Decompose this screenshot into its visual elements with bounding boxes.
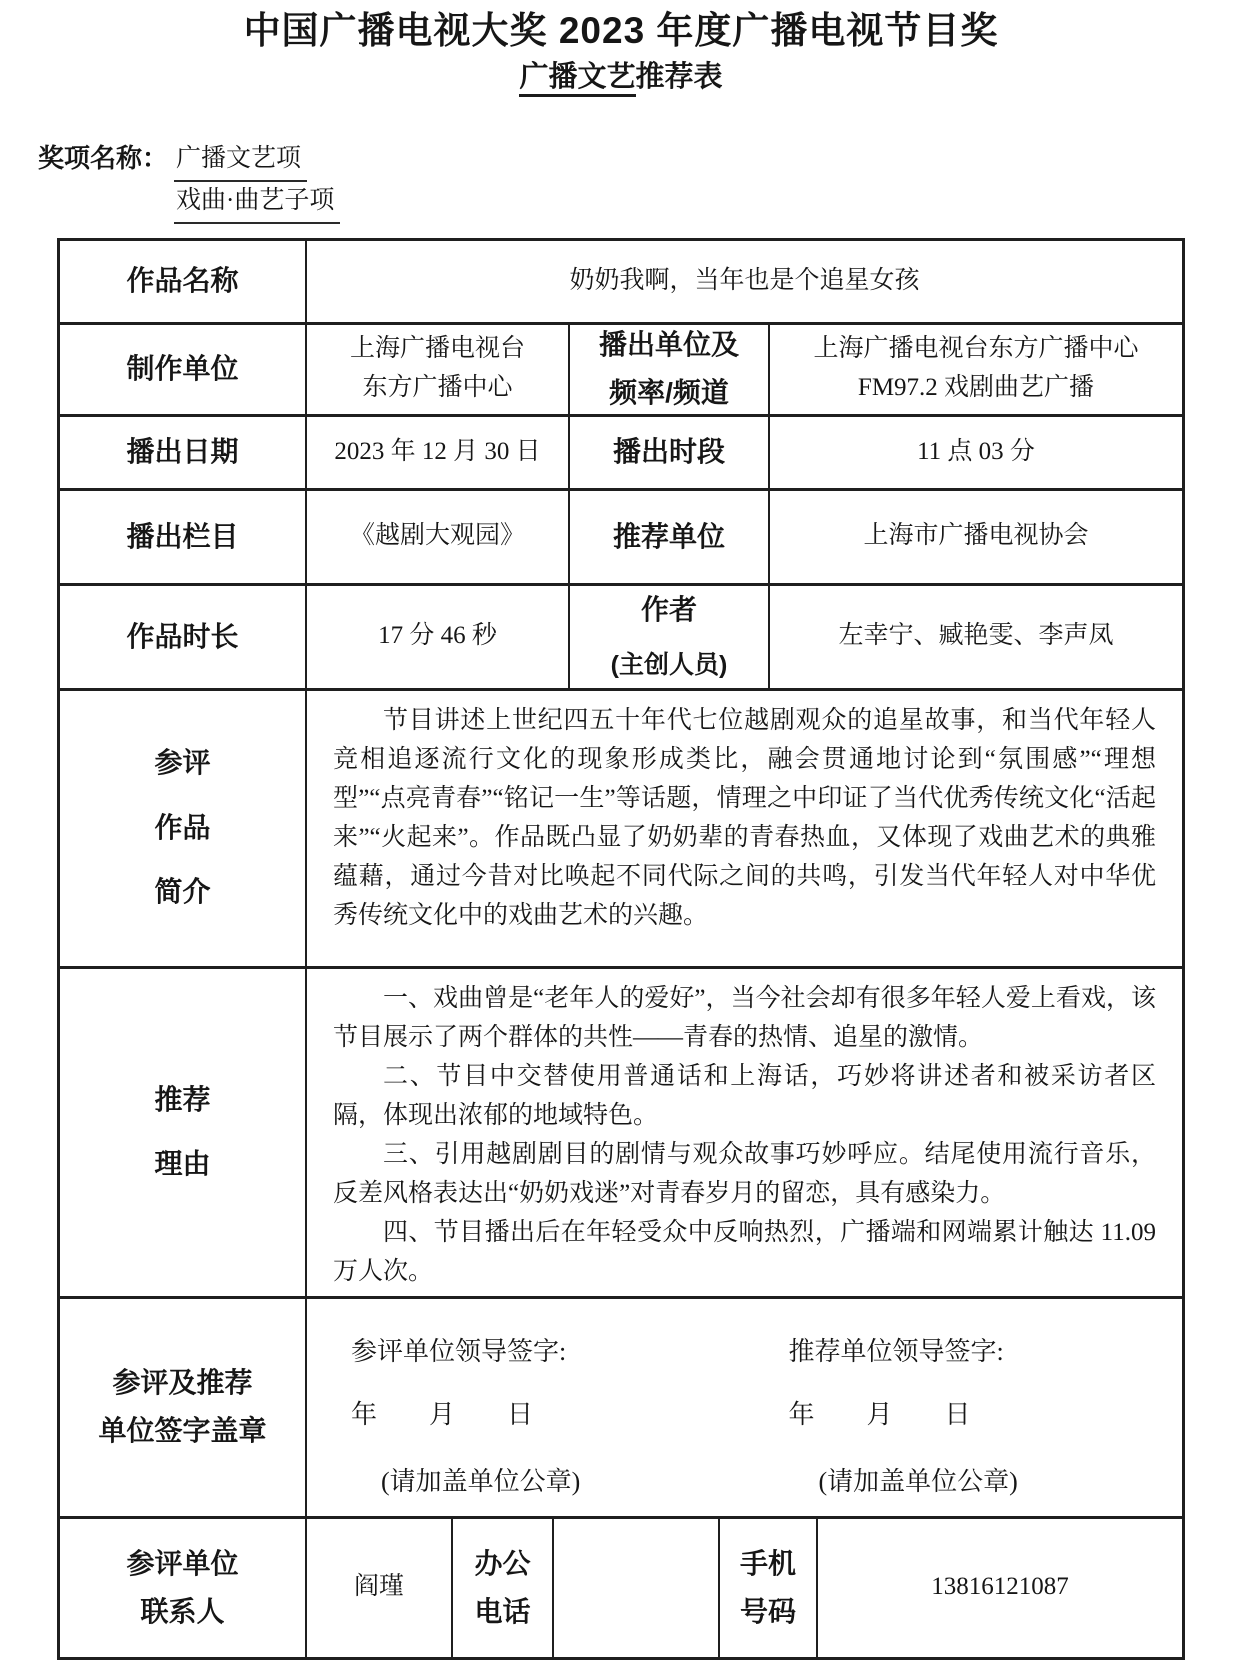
producer-value-line1: 上海广播电视台 (349, 335, 525, 363)
air-date-label: 播出日期 (60, 417, 307, 488)
intro-text-cell (307, 691, 1182, 966)
office-phone-label-line1: 办公 (474, 1547, 531, 1579)
recommender-label: 推荐单位 (570, 491, 770, 583)
subtitle-rest-part: 推荐表 (635, 61, 723, 93)
table-row-air-date (60, 417, 1182, 491)
air-slot-value: 11 点 03 分 (917, 437, 1035, 465)
producer-label: 制作单位 (60, 325, 307, 414)
reason-item-3: 三、引用越剧剧目的剧情与观众故事巧妙呼应。结尾使用流行音乐，反差风格表达出“奶奶戏迷”对青春岁月的留恋，具有感染力。 (333, 1140, 1156, 1207)
recommender-signature-date: 年 月 日 (788, 1399, 971, 1429)
mobile-phone-value: 13816121087 (931, 1573, 1069, 1601)
reason-item-4: 四、节目播出后在年轻受众中反响热烈，广播端和网端累计触达 11.09 万人次。 (333, 1218, 1156, 1285)
entrant-seal-note: (请加盖单位公章) (381, 1466, 581, 1496)
table-row-duration-authors (60, 586, 1182, 691)
reason-item-2: 二、节目中交替使用普通话和上海话，巧妙将讲述者和被采访者区隔，体现出浓郁的地域特色。 (333, 1062, 1156, 1129)
table-row-contact (60, 1519, 1182, 1657)
office-phone-value (554, 1519, 720, 1657)
broadcaster-label-line1: 播出单位及 (598, 329, 739, 361)
duration-value: 17 分 46 秒 (307, 586, 570, 688)
office-phone-label (453, 1519, 554, 1657)
page-title: 中国广播电视大奖 2023 年度广播电视节目奖 (243, 10, 999, 51)
intro-label-line2: 作品 (154, 811, 211, 843)
award-value-line1: 广播文艺项 (174, 140, 307, 182)
signature-label (60, 1299, 307, 1516)
air-date-value: 2023 年 12 月 30 日 (307, 417, 570, 488)
table-row-program (60, 491, 1182, 586)
authors-label (570, 586, 770, 688)
recommender-seal-note: (请加盖单位公章) (818, 1466, 1018, 1496)
reasons-label-line2: 理由 (154, 1148, 211, 1179)
producer-value-line2: 东方广播中心 (362, 374, 513, 401)
table-row-reasons (60, 969, 1182, 1299)
air-slot-label: 播出时段 (570, 417, 770, 488)
authors-label-line1: 作者 (640, 594, 697, 626)
entrant-signature-title: 参评单位领导签字: (351, 1336, 567, 1366)
signature-content-cell (307, 1299, 1182, 1516)
page-subtitle (0, 58, 1242, 96)
recommender-value: 上海市广播电视协会 (863, 522, 1089, 550)
reasons-text-cell (307, 969, 1182, 1296)
contact-label-line2: 联系人 (140, 1595, 225, 1627)
intro-label-line1: 参评 (154, 747, 211, 779)
recommender-signature-block (745, 1325, 1183, 1498)
table-row-signature (60, 1299, 1182, 1519)
entrant-signature-date: 年 月 日 (351, 1399, 534, 1429)
authors-label-line2: (主创人员) (610, 650, 728, 679)
reason-item-1: 一、戏曲曾是“老年人的爱好”，当今社会却有很多年轻人爱上看戏，该节目展示了两个群体的共性——青春的热情、追星的激情。 (333, 984, 1156, 1051)
reasons-label (60, 969, 307, 1296)
mobile-phone-label-line1: 手机 (739, 1547, 796, 1579)
duration-label: 作品时长 (60, 586, 307, 688)
office-phone-label-line2: 电话 (474, 1595, 531, 1627)
entrant-signature-block (307, 1325, 745, 1498)
intro-text: 节目讲述上世纪四五十年代七位越剧观众的追星故事，和当代年轻人竞相追逐流行文化的现象形成类比，融会贯通地讨论到“氛围感”“理想型”“点亮青春”“铭记一生”等话题，情理之中印证了当代优秀传统文化“活起来”“火起来”。作品既凸显了奶奶辈的青春热血，又体现了戏曲艺术的典雅蕴藉，通过今昔对比唤起不同代际之间的共鸣，引发当代年轻人对中华优秀传统文化中的戏曲艺术的兴趣。 (333, 706, 1156, 929)
mobile-phone-label-line2: 号码 (739, 1595, 796, 1627)
intro-label (60, 691, 307, 966)
table-row-work-title (60, 241, 1182, 325)
award-name-block (38, 140, 1242, 224)
contact-label (60, 1519, 307, 1657)
program-label: 播出栏目 (60, 491, 307, 583)
authors-value: 左幸宁、臧艳雯、李声凤 (838, 622, 1114, 650)
broadcaster-value-line1: 上海广播电视台东方广播中心 (813, 335, 1139, 363)
producer-value (307, 325, 570, 414)
broadcaster-value (770, 325, 1182, 414)
table-row-intro (60, 691, 1182, 969)
recommender-signature-title: 推荐单位领导签字: (788, 1336, 1004, 1366)
award-field-label: 奖项名称： (38, 143, 169, 173)
contact-name-value: 阎瑾 (307, 1519, 453, 1657)
contact-label-line1: 参评单位 (126, 1547, 239, 1579)
broadcaster-label (570, 325, 770, 414)
signature-label-line1: 参评及推荐 (112, 1367, 253, 1399)
subtitle-underlined-part: 广播文艺 (519, 61, 635, 97)
reasons-label-line1: 推荐 (154, 1083, 211, 1115)
program-value: 《越剧大观园》 (307, 491, 570, 583)
recommendation-form-table (57, 238, 1185, 1660)
broadcaster-label-line2: 频率/频道 (609, 377, 729, 408)
award-value-line2: 戏曲·曲艺子项 (174, 182, 340, 224)
intro-label-line3: 简介 (154, 876, 211, 908)
work-title-label: 作品名称 (60, 241, 307, 322)
broadcaster-value-line2: FM97.2 戏剧曲艺广播 (857, 374, 1095, 401)
signature-label-line2: 单位签字盖章 (98, 1415, 267, 1446)
mobile-phone-label (720, 1519, 818, 1657)
work-title-value: 奶奶我啊，当年也是个追星女孩 (569, 266, 920, 294)
table-row-producer (60, 325, 1182, 417)
